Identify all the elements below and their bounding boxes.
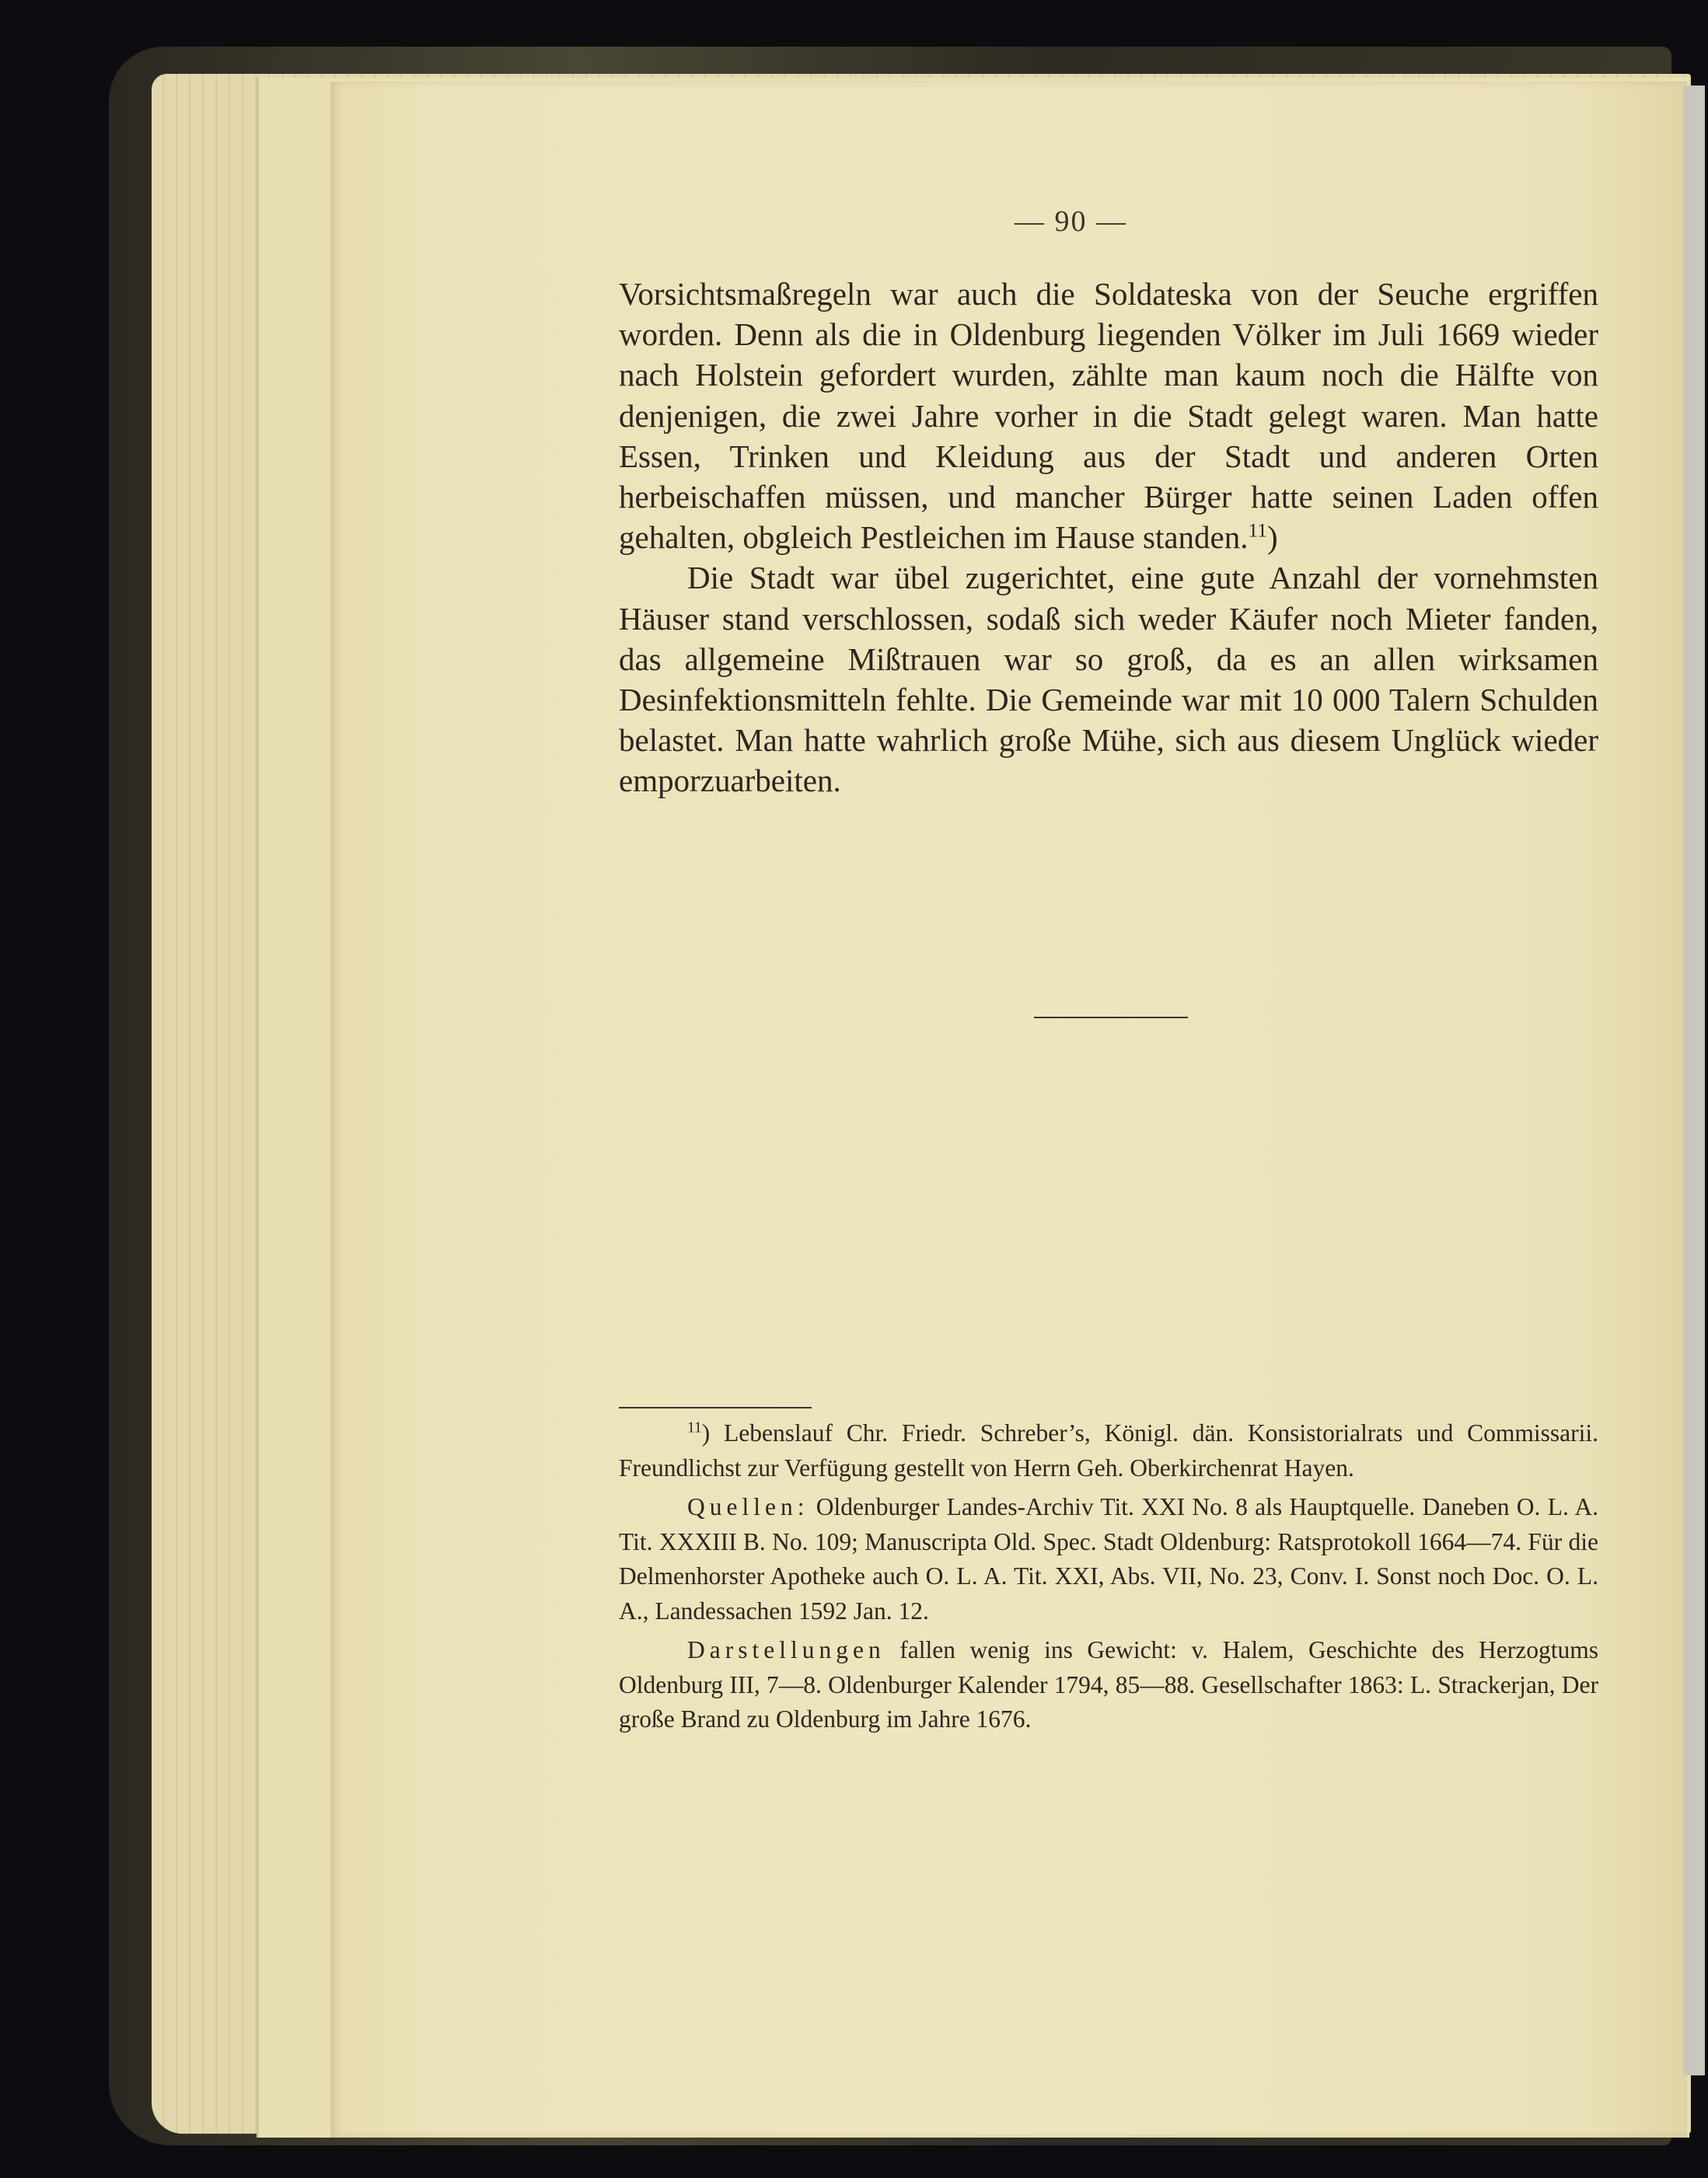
footnote-rule [619,1407,812,1408]
scan-border-strip [1683,86,1705,2075]
literature-label: Darstellungen [687,1636,885,1663]
footnote-11-text: ) Lebenslauf Chr. Friedr. Schreber’s, Königl. dän. Konsistorialrats und Commissarii. Freundlichst zur Verfügung gestellt von Herrn Geh. Oberkirchenrat Hayen. [619,1419,1598,1482]
footnote-ref-close: ) [1266,519,1278,556]
footnote-11-marker: 11 [687,1419,702,1436]
literature-note [619,1633,1598,1737]
sources-text: Oldenburger Landes-Archiv Tit. XXI No. 8 als Hauptquelle. Daneben O. L. A. Tit. XXXIII B. No. 109; Manuscripta Old. Spec. Stadt Oldenburg: Ratsprotokoll 1664—74. Für die Delmenhorster Apotheke auch O. L. A. Tit. XXI, Abs. VII, No. 23, Conv. I. Sonst noch Doc. O. L. A., Landessachen 1592 Jan. 12. [619,1493,1598,1625]
sources-note [619,1490,1598,1628]
footnote-11 [619,1416,1598,1485]
literature-text: fallen wenig ins Gewicht: v. Halem, Geschichte des Herzogtums Oldenburg III, 7—8. Oldenburger Kalender 1794, 85—88. Gesellschafter 1863: L. Strackerjan, Der große Brand zu Oldenburg im Jahre 1676. [619,1636,1599,1733]
paragraph-1 [619,274,1598,557]
paragraph-2: Die Stadt war übel zugerichtet, eine gute Anzahl der vornehmsten Häuser stand verschlossen, sodaß sich weder Käufer noch Mieter fanden, das allgemeine Mißtrauen war so groß, da es an allen wirksamen Desinfektionsmitteln fehlte. Die Gemeinde war mit 10 000 Talern Schulden belastet. Man hatte wahrlich große Mühe, sich aus diesem Unglück wieder emporzuarbeiten. [619,560,1598,799]
main-text [619,274,1598,801]
footnotes [619,1416,1598,1742]
section-separator [1034,1017,1188,1018]
paragraph-1-text: Vorsichtsmaßregeln war auch die Soldateska von der Seuche ergriffen worden. Denn als die in Oldenburg liegenden Völker im Juli 1669 wieder nach Holstein gefordert wurden, zählte man kaum noch die Hälfte von denjenigen, die zwei Jahre vorher in die Stadt gelegt waren. Man hatte Essen, Trinken und Kleidung aus der Stadt und anderen Orten herbeischaffen müssen, und mancher Bürger hatte seinen Laden offen gehalten, obgleich Pestleichen im Hause standen. [619,276,1598,556]
footnote-ref-11: 11 [1248,519,1267,542]
sources-label: Quellen: [687,1493,809,1520]
page-number: — 90 — [1015,205,1127,238]
